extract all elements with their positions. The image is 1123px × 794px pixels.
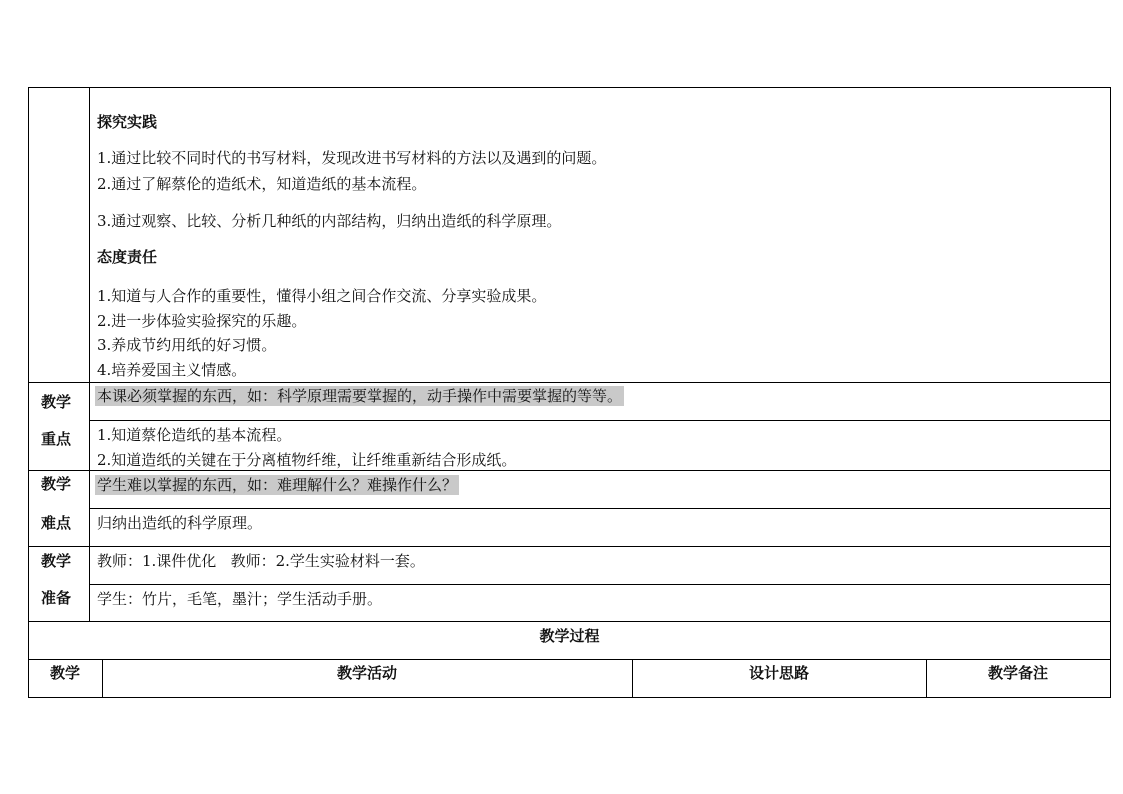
list-item: 3.养成节约用纸的好习惯。 [97, 336, 277, 354]
border [28, 382, 1111, 383]
difficulties-label: 难点 [41, 514, 72, 532]
column-header: 教学活动 [336, 664, 397, 682]
key-points-label: 重点 [41, 430, 72, 448]
column-header: 设计思路 [748, 664, 809, 682]
list-item: 1.通过比较不同时代的书写材料，发现改进书写材料的方法以及遇到的问题。 [97, 149, 607, 167]
border [89, 420, 1111, 421]
attitude-heading: 态度责任 [97, 248, 158, 266]
border [89, 508, 1111, 509]
list-item: 1.知道蔡伦造纸的基本流程。 [97, 426, 292, 444]
process-title: 教学过程 [539, 627, 600, 645]
preparation-label: 教学 [41, 552, 72, 570]
border [28, 659, 1111, 660]
border [28, 621, 1111, 622]
border [28, 697, 1111, 698]
key-points-label: 教学 [41, 393, 72, 411]
border [28, 470, 1111, 471]
column-header: 教学 [49, 664, 80, 682]
list-item: 2.知道造纸的关键在于分离植物纤维，让纤维重新结合形成纸。 [97, 451, 517, 469]
border [28, 87, 29, 698]
preparation-teacher: 教师：1.课件优化 教师：2.学生实验材料一套。 [97, 552, 425, 570]
border [1110, 87, 1111, 698]
key-points-hint: 本课必须掌握的东西，如：科学原理需要掌握的，动手操作中需要掌握的等等。 [97, 387, 623, 405]
list-item: 4.培养爱国主义情感。 [97, 361, 247, 379]
column-header: 教学备注 [987, 664, 1048, 682]
border [89, 87, 90, 622]
preparation-student: 学生：竹片，毛笔，墨汁；学生活动手册。 [97, 590, 383, 608]
list-item: 3.通过观察、比较、分析几种纸的内部结构，归纳出造纸的科学原理。 [97, 212, 562, 230]
difficulties-content: 归纳出造纸的科学原理。 [97, 514, 263, 532]
preparation-label: 准备 [41, 589, 72, 607]
list-item: 2.进一步体验实验探究的乐趣。 [97, 312, 307, 330]
border [28, 546, 1111, 547]
border [89, 584, 1111, 585]
border [28, 87, 1111, 88]
list-item: 2.通过了解蔡伦的造纸术，知道造纸的基本流程。 [97, 175, 427, 193]
difficulties-label: 教学 [41, 475, 72, 493]
inquiry-heading: 探究实践 [97, 113, 158, 131]
difficulties-hint: 学生难以掌握的东西，如：难理解什么？难操作什么？ [97, 476, 458, 494]
list-item: 1.知道与人合作的重要性，懂得小组之间合作交流、分享实验成果。 [97, 287, 547, 305]
